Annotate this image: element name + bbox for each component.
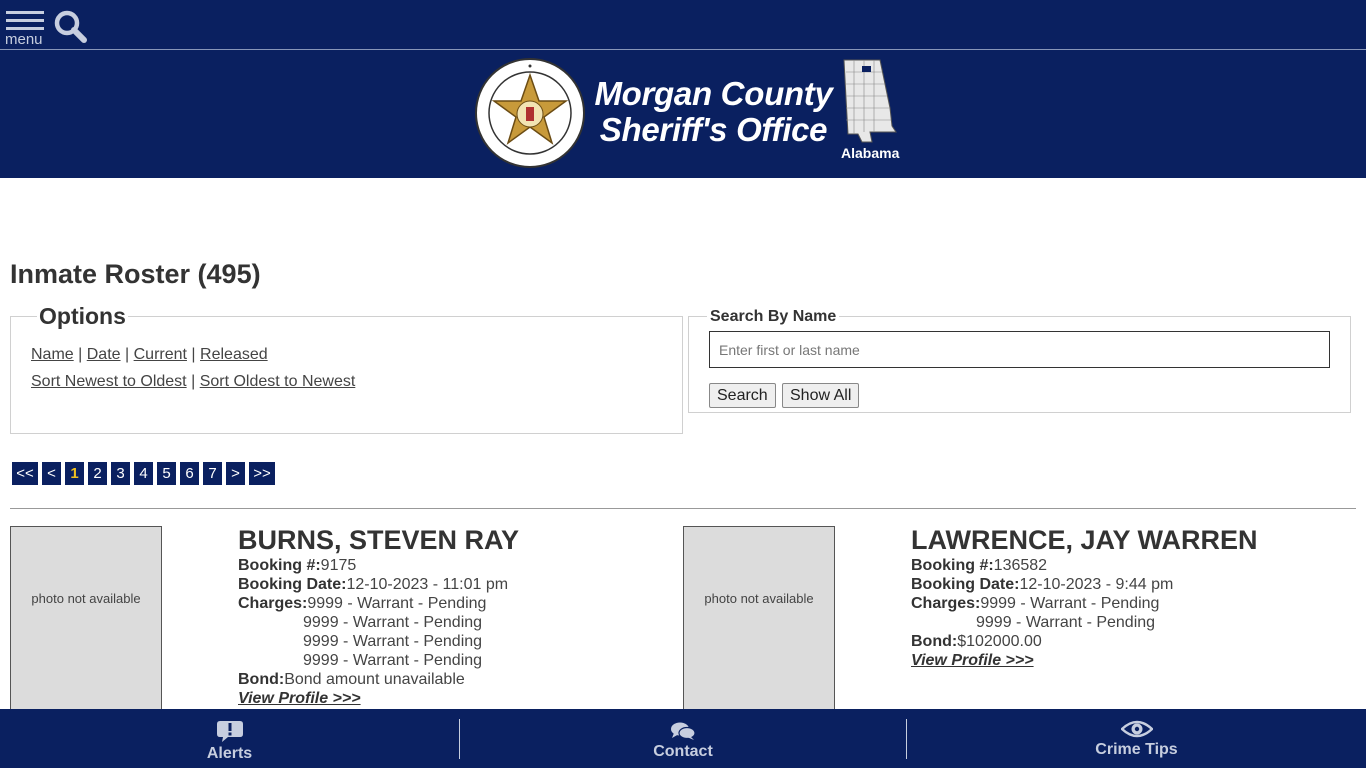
menu-label: menu [5, 31, 43, 48]
search-icon[interactable] [54, 10, 88, 44]
booking-label: Booking #: [238, 557, 321, 574]
separator: | [191, 346, 196, 363]
charge-line: 9999 - Warrant - Pending [976, 614, 1156, 631]
site-banner [0, 50, 1366, 178]
charges-label: Charges: [911, 595, 981, 612]
page-3-button[interactable]: 3 [111, 462, 130, 485]
separator: | [78, 346, 83, 363]
charge-line: 9999 - Warrant - Pending [303, 633, 483, 650]
page-first-button[interactable]: << [12, 462, 38, 485]
separator: | [191, 373, 196, 390]
page-prev-button[interactable]: < [42, 462, 61, 485]
page-next-button[interactable]: > [226, 462, 245, 485]
booking-date-label: Booking Date: [911, 576, 1020, 593]
charge-line: 9999 - Warrant - Pending [303, 614, 483, 631]
booking-date-value: 12-10-2023 - 9:44 pm [1019, 576, 1174, 593]
page-last-button[interactable]: >> [249, 462, 275, 485]
charge-line [911, 594, 1258, 613]
page-4-button[interactable]: 4 [134, 462, 153, 485]
site-brand[interactable] [586, 76, 841, 148]
charge-value: 9999 - Warrant - Pending [980, 595, 1160, 612]
booking-value: 9175 [320, 557, 357, 574]
charges-label: Charges: [238, 595, 308, 612]
brand-line-2: Sheriff's Office [599, 111, 828, 148]
page-5-button[interactable]: 5 [157, 462, 176, 485]
separator: | [125, 346, 130, 363]
footer-crime-tips[interactable] [907, 709, 1366, 768]
top-bar [0, 0, 1366, 50]
inmate-photo[interactable]: photo not available [10, 526, 162, 716]
charge-value: 9999 - Warrant - Pending [307, 595, 487, 612]
booking-date [238, 575, 519, 594]
inmate-card [911, 524, 1258, 670]
booking-number [238, 556, 519, 575]
inmate-name[interactable]: BURNS, STEVEN RAY [238, 525, 520, 555]
booking-value: 136582 [993, 557, 1048, 574]
booking-date-label: Booking Date: [238, 576, 347, 593]
options-panel [10, 303, 683, 434]
bond-label: Bond: [911, 633, 958, 650]
brand-line-1: Morgan County [594, 75, 833, 112]
inmate-photo[interactable]: photo not available [683, 526, 835, 716]
footer-contact-label: Contact [653, 743, 713, 760]
bond-value: $102000.00 [957, 633, 1042, 650]
filter-current-link[interactable]: Current [133, 346, 187, 363]
page-2-button[interactable]: 2 [88, 462, 107, 485]
page-1-button[interactable]: 1 [65, 462, 84, 485]
booking-date-value: 12-10-2023 - 11:01 pm [346, 576, 509, 593]
sheriff-seal-logo[interactable] [475, 58, 585, 173]
state-name: Alabama [841, 145, 900, 161]
bond-value: Bond amount unavailable [284, 671, 465, 688]
alabama-map-icon [840, 58, 898, 149]
divider [10, 508, 1356, 509]
filter-links [31, 346, 268, 364]
sort-links [31, 373, 355, 391]
bond-label: Bond: [238, 671, 285, 688]
footer-contact[interactable] [460, 709, 906, 768]
hamburger-icon [6, 11, 44, 14]
footer-nav [0, 709, 1366, 768]
alert-bubble-icon [0, 719, 459, 748]
footer-crime-tips-label: Crime Tips [1095, 741, 1178, 758]
charge-line: 9999 - Warrant - Pending [303, 652, 483, 669]
search-panel [688, 308, 1351, 413]
bond-line [911, 632, 1258, 651]
filter-name-link[interactable]: Name [31, 346, 74, 363]
name-search-input[interactable] [709, 331, 1330, 368]
sort-oldest-link[interactable]: Sort Oldest to Newest [199, 373, 356, 390]
search-legend: Search By Name [707, 308, 839, 326]
filter-date-link[interactable]: Date [86, 346, 121, 363]
hamburger-icon-bar [6, 27, 44, 30]
show-all-button[interactable]: Show All [782, 383, 859, 408]
booking-label: Booking #: [911, 557, 994, 574]
inmate-name[interactable]: LAWRENCE, JAY WARREN [911, 525, 1258, 555]
sort-newest-link[interactable]: Sort Newest to Oldest [31, 373, 187, 390]
page-7-button[interactable]: 7 [203, 462, 222, 485]
menu-button[interactable] [4, 8, 48, 48]
filter-released-link[interactable]: Released [200, 346, 268, 363]
view-profile-link[interactable]: View Profile >>> [911, 652, 1034, 669]
hamburger-icon-bar [6, 19, 44, 22]
charge-line [238, 594, 519, 613]
bond-line [238, 670, 519, 689]
booking-number [911, 556, 1258, 575]
footer-alerts-label: Alerts [206, 745, 253, 762]
page-title: Inmate Roster (495) [10, 259, 261, 289]
page-6-button[interactable]: 6 [180, 462, 199, 485]
booking-date [911, 575, 1258, 594]
options-legend: Options [39, 303, 126, 329]
view-profile-link[interactable]: View Profile >>> [238, 690, 361, 707]
footer-alerts[interactable] [0, 709, 459, 768]
inmate-card [238, 524, 519, 708]
search-button[interactable]: Search [709, 383, 776, 408]
